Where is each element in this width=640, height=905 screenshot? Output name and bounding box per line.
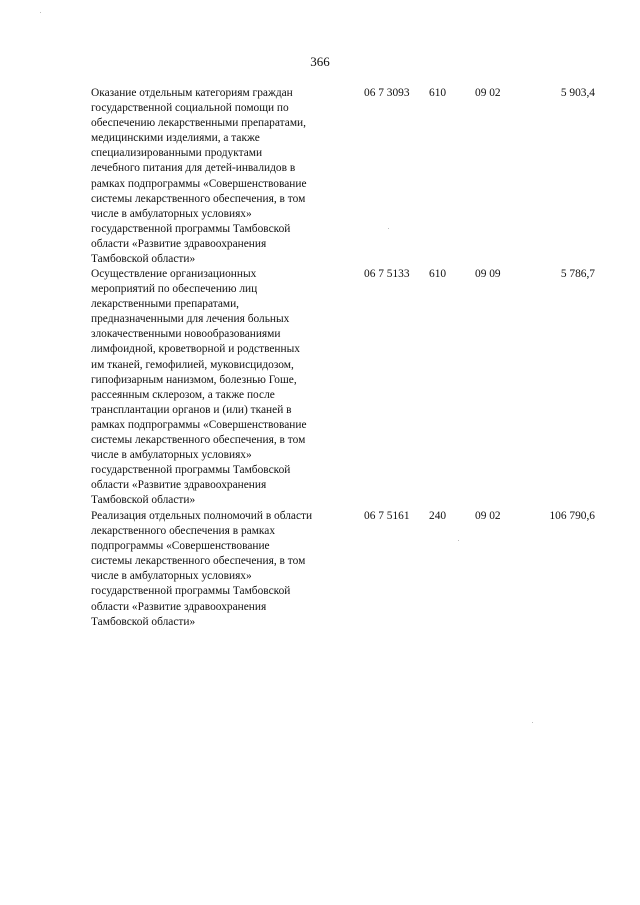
description-line: числе в амбулаторных условиях» bbox=[91, 570, 252, 583]
description-line: подпрограммы «Совершенствование bbox=[91, 540, 270, 553]
description-line: лекарственными препаратами, bbox=[91, 298, 240, 311]
description-line: лечебного питания для детей-инвалидов в bbox=[91, 162, 296, 175]
description-line: предназначенными для лечения больных bbox=[91, 313, 290, 326]
description-line: рассеянным склерозом, а также после bbox=[91, 388, 275, 401]
description-line: специализированными продуктами bbox=[91, 147, 263, 160]
description-line: числе в амбулаторных условиях» bbox=[91, 449, 252, 462]
expense-type-code: 610 bbox=[429, 87, 447, 99]
description-line: государственной социальной помощи по bbox=[91, 102, 289, 115]
description-line: области «Развитие здравоохранения bbox=[91, 600, 267, 613]
description-line: злокачественными новообразованиями bbox=[91, 328, 281, 341]
description-line: государственной программы Тамбовской bbox=[91, 464, 291, 477]
section-code: 09 02 bbox=[475, 510, 501, 522]
section-code: 09 09 bbox=[475, 268, 501, 280]
description-line: области «Развитие здравоохранения bbox=[91, 237, 267, 250]
description-line: Оказание отдельным категориям граждан bbox=[91, 87, 293, 99]
table-row bbox=[0, 509, 640, 631]
scan-speck bbox=[532, 722, 533, 723]
row-description bbox=[91, 267, 361, 509]
description-line: медицинскими изделиями, а также bbox=[91, 132, 260, 145]
description-line: лекарственного обеспечения в рамках bbox=[91, 525, 276, 538]
description-line: государственной программы Тамбовской bbox=[91, 222, 291, 235]
target-article-code: 06 7 5133 bbox=[364, 268, 410, 280]
description-line: числе в амбулаторных условиях» bbox=[91, 207, 252, 220]
description-line: лимфоидной, кроветворной и родственных bbox=[91, 343, 300, 356]
target-article-code: 06 7 5161 bbox=[364, 510, 410, 522]
amount: 106 790,6 bbox=[549, 510, 595, 522]
scan-speck bbox=[40, 12, 41, 13]
description-line: обеспечению лекарственными препаратами, bbox=[91, 117, 306, 130]
scan-speck bbox=[458, 540, 459, 541]
expense-type-code: 240 bbox=[429, 510, 447, 522]
row-description bbox=[91, 86, 361, 267]
expense-type-code: 610 bbox=[429, 268, 447, 280]
description-line: мероприятий по обеспечению лиц bbox=[91, 283, 258, 296]
description-line: рамках подпрограммы «Совершенствование bbox=[91, 177, 307, 190]
description-line: им тканей, гемофилией, муковисцидозом, bbox=[91, 358, 294, 371]
description-line: государственной программы Тамбовской bbox=[91, 585, 291, 598]
section-code: 09 02 bbox=[475, 87, 501, 99]
target-article-code: 06 7 3093 bbox=[364, 87, 410, 99]
page-number: 366 bbox=[310, 54, 330, 69]
description-line: рамках подпрограммы «Совершенствование bbox=[91, 418, 307, 431]
description-line: системы лекарственного обеспечения, в том bbox=[91, 434, 306, 447]
description-line: области «Развитие здравоохранения bbox=[91, 479, 267, 492]
description-line: системы лекарственного обеспечения, в том bbox=[91, 192, 306, 205]
description-line: гипофизарным нанизмом, болезнью Гоше, bbox=[91, 373, 297, 386]
description-line: системы лекарственного обеспечения, в том bbox=[91, 555, 306, 568]
description-line: Осуществление организационных bbox=[91, 268, 257, 280]
description-line: трансплантации органов и (или) тканей в bbox=[91, 403, 292, 416]
row-description bbox=[91, 509, 361, 630]
amount: 5 903,4 bbox=[560, 87, 595, 99]
description-line: Тамбовской области» bbox=[91, 615, 196, 628]
budget-table bbox=[0, 86, 640, 631]
description-line: Тамбовской области» bbox=[91, 494, 196, 507]
table-row bbox=[0, 267, 640, 509]
amount: 5 786,7 bbox=[560, 268, 595, 280]
description-line: Реализация отдельных полномочий в области bbox=[91, 510, 313, 522]
table-row bbox=[0, 86, 640, 267]
scan-speck bbox=[388, 228, 389, 229]
description-line: Тамбовской области» bbox=[91, 253, 196, 266]
